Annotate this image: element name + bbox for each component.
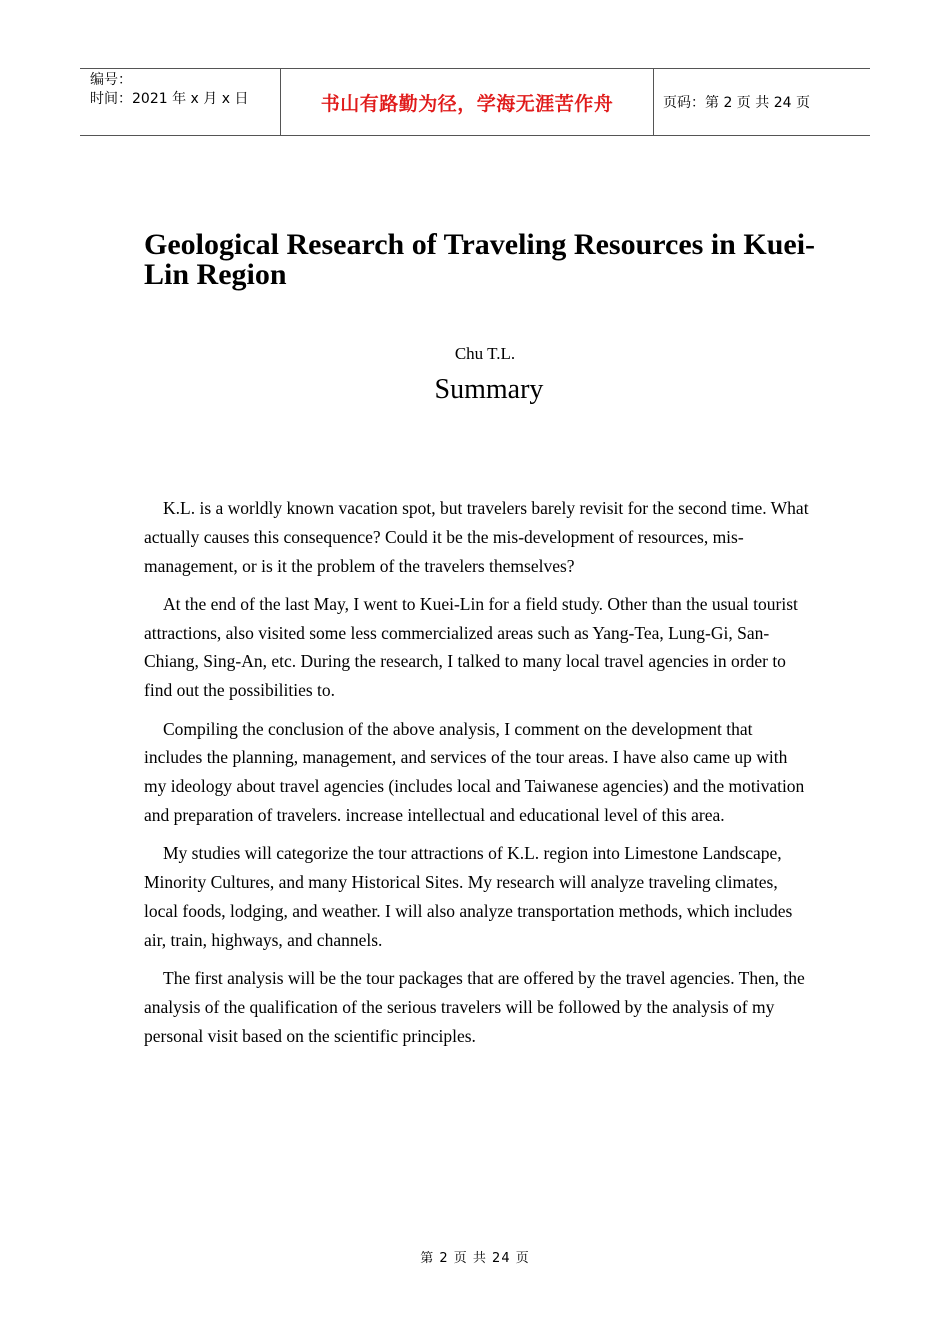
page-header xyxy=(80,68,870,136)
paragraph: At the end of the last May, I went to Kuei-Lin for a field study. Other than the usual tourist attractions, also visited some less commercialized areas such as Yang-Tea, Lung-Gi, San-Chiang, Sing-An, etc. During the research, I talked to many local travel agencies in order to find out the possibilities to. xyxy=(144,593,798,701)
number-label: 编号： xyxy=(90,72,132,88)
document-title: Geological Research of Traveling Resources in Kuei-Lin Region xyxy=(144,228,816,291)
document-author: Chu T.L. xyxy=(454,344,516,363)
paragraph: K.L. is a worldly known vacation spot, but travelers barely revisit for the second time. What actually causes this consequence? Could it be the mis-development of resources, mis-management, or is it the problem of the travelers themselves? xyxy=(144,498,809,576)
paragraph: The first analysis will be the tour packages that are offered by the travel agencies. Then, the analysis of the qualification of the serious travelers will be followed by the analysis of my personal visit based on the scientific principles. xyxy=(144,967,805,1046)
summary-body xyxy=(144,494,812,1060)
time-label: 时间：2021 年 x 月 x 日 xyxy=(90,91,249,107)
paragraph: My studies will categorize the tour attractions of K.L. region into Limestone Landscape, Minority Cultures, and many Historical Sites. My research will analyze traveling climates, local foods, lodging, and weather. I will also analyze transportation methods, which includes air, train, highways, and channels. xyxy=(144,843,793,950)
header-motto: 书山有路勤为径，学海无涯苦作舟 xyxy=(281,69,654,135)
header-page-info: 页码：第 2 页 共 24 页 xyxy=(663,95,810,111)
section-heading: Summary xyxy=(434,374,544,405)
page-footer: 第 2 页 共 24 页 xyxy=(420,1251,530,1266)
header-meta xyxy=(80,69,281,135)
paragraph: Compiling the conclusion of the above analysis, I comment on the development that includes the planning, management, and services of the tour areas. I have also came up with my ideology about travel agencies (includes local and Taiwanese agencies) and the motivation and preparation of travelers. increase intellectual and educational level of this area. xyxy=(144,718,805,825)
